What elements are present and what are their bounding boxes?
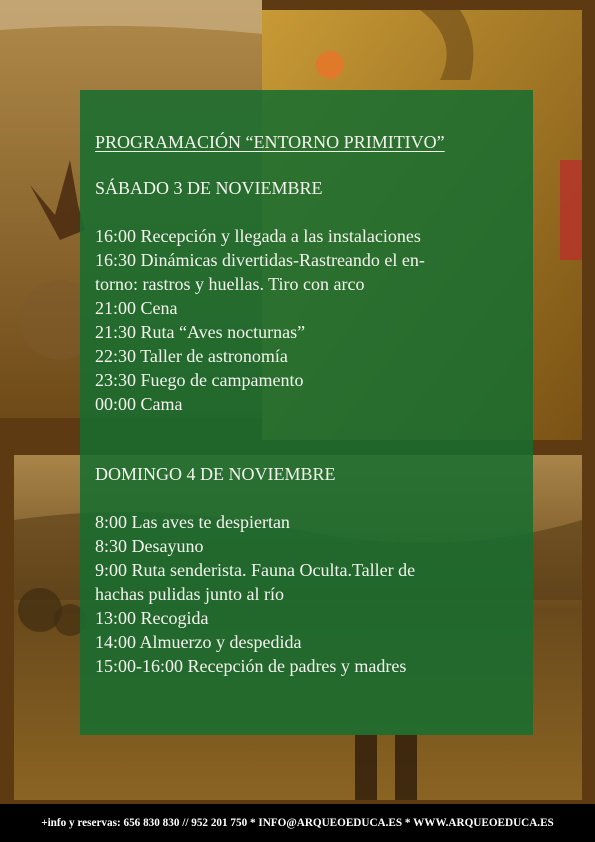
footer-contact-text[interactable]: +info y reservas: 656 830 830 // 952 201 750 * INFO@ARQUEOEDUCA.ES * WWW.ARQUEOEDUCA.ES bbox=[41, 817, 554, 829]
schedule-item: 21:00 Cena bbox=[95, 298, 178, 318]
sunday-schedule bbox=[95, 510, 521, 678]
schedule-item: 8:30 Desayuno bbox=[95, 536, 204, 556]
schedule-item: 15:00-16:00 Recepción de padres y madres bbox=[95, 656, 407, 676]
schedule-item: hachas pulidas junto al río bbox=[95, 584, 284, 604]
day-heading-saturday: SÁBADO 3 DE NOVIEMBRE bbox=[95, 178, 323, 198]
schedule-item: 00:00 Cama bbox=[95, 394, 183, 414]
program-title: PROGRAMACIÓN “ENTORNO PRIMITIVO” bbox=[95, 132, 445, 152]
schedule-item: 8:00 Las aves te despiertan bbox=[95, 512, 290, 532]
saturday-schedule bbox=[95, 224, 521, 416]
schedule-item: 13:00 Recogida bbox=[95, 608, 209, 628]
schedule-item: 22:30 Taller de astronomía bbox=[95, 346, 288, 366]
day-heading-sunday: DOMINGO 4 DE NOVIEMBRE bbox=[95, 464, 336, 484]
schedule-item: 16:00 Recepción y llegada a las instalaciones bbox=[95, 226, 421, 246]
footer-contact-bar bbox=[0, 804, 595, 842]
section-spacer bbox=[95, 416, 521, 462]
schedule-item: 9:00 Ruta senderista. Fauna Oculta.Taller de bbox=[95, 560, 416, 580]
schedule-item: torno: rastros y huellas. Tiro con arco bbox=[95, 274, 365, 294]
program-panel bbox=[80, 90, 533, 735]
schedule-item: 14:00 Almuerzo y despedida bbox=[95, 632, 302, 652]
schedule-item: 21:30 Ruta “Aves nocturnas” bbox=[95, 322, 306, 342]
schedule-item: 16:30 Dinámicas divertidas-Rastreando el en- bbox=[95, 250, 425, 270]
schedule-item: 23:30 Fuego de campamento bbox=[95, 370, 304, 390]
